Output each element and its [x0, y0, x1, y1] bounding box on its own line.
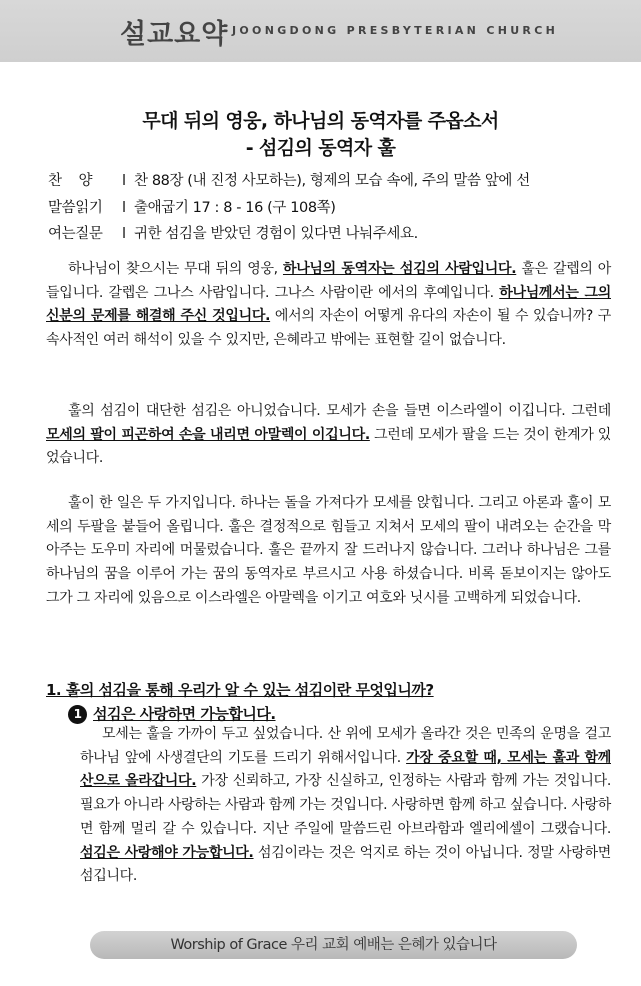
point-heading — [68, 703, 276, 724]
text-run: 훌은 갈렙의 아들입니다. 갈렙은 그나스 사람입니다. 그나스 사람이란 에서의 후예입니다. — [46, 261, 611, 301]
question-heading: 1. 훌의 섬김을 통해 우리가 알 수 있는 섬김이란 무엇입니까? — [46, 681, 434, 699]
info-value: 출애굽기 17 : 8 - 16 (구 108쪽) — [134, 200, 336, 216]
info-separator: l — [122, 200, 126, 216]
info-label: 여는질문 — [48, 226, 103, 242]
point-label: 섬김은 사랑하면 가능합니다. — [93, 705, 276, 723]
info-value: 찬 88장 (내 진정 사모하는), 형제의 모습 속에, 주의 말씀 앞에 선 — [134, 173, 530, 189]
text-run: 모세는 훌을 가까이 두고 싶었습니다. 산 위에 모세가 올라간 것은 민족의 운명을 걸고 하나님 앞에 사생결단의 기도를 드리기 위해서입니다. — [80, 726, 611, 766]
info-label: 말씀읽기 — [48, 200, 103, 216]
info-separator: l — [122, 173, 126, 189]
text-run: 훌이 한 일은 두 가지입니다. 하나는 돌을 가져다가 모세를 앉힙니다. 그리고 아론과 훌이 모세의 두팔을 붙들어 올립니다. 훌은 결정적으로 힘들고 지쳐서 모세의 팔이 내려오는 순간을 막아주는 도우미 자리에 머물렀습니다. 훌은 끝까지 잘 드러나지 않습니다. 그러나 하나님은 그를 하나님의 꿈을 이루어 가는 꿈의 동역자로 부르시고 사용 하셨습니다. 비록 돋보이지는 않아도 그가 그 자리에 있음으로 이스라엘은 아말렉을 이기고 여호와 닛시를 고백하게 되었습니다. — [46, 495, 611, 606]
emphasis-text: 가장 중요할 때, 모세는 훌과 함께 산으로 올라갑니다. — [80, 749, 611, 790]
text-run: 그런데 모세가 팔을 드는 것이 한계가 있었습니다. — [46, 426, 612, 467]
info-row-opening-question — [48, 222, 418, 243]
header-band — [0, 0, 641, 62]
sermon-title: 무대 뒤의 영웅, 하나님의 동역자를 주옵소서 — [142, 110, 499, 132]
text-run: 하나님이 찾으시는 무대 뒤의 영웅, — [68, 261, 283, 277]
paragraph-hur-work — [46, 492, 611, 611]
emphasis-text: 모세의 팔이 피곤하여 손을 내리면 아말렉이 이깁니다. — [46, 426, 370, 443]
emphasis-text: 하나님께서는 그의 신분의 문제를 해결해 주신 것입니다. — [46, 284, 611, 325]
info-row-scripture — [48, 196, 336, 217]
footer-banner: Worship of Grace 우리 교회 예배는 은혜가 있습니다 — [90, 931, 577, 959]
paragraph-intro — [46, 258, 611, 353]
numbered-bullet-icon: 1 — [68, 705, 87, 724]
info-value: 귀한 섬김을 받았던 경험이 있다면 나눠주세요. — [134, 226, 418, 242]
header-church-name: JOONGDONG PRESBYTERIAN CHURCH — [232, 24, 559, 37]
info-row-hymn — [48, 169, 530, 190]
emphasis-text: 섬김은 사랑해야 가능합니다. — [80, 844, 254, 861]
paragraph-point-body — [80, 723, 611, 889]
text-run: 섬김이라는 것은 억지로 하는 것이 아닙니다. 정말 사랑하면 섬깁니다. — [80, 844, 611, 885]
sermon-subtitle: - 섬김의 동역자 훌 — [245, 137, 396, 159]
text-run: 에서의 자손이 어떻게 유다의 자손이 될 수 있습니까? 구속사적인 여러 해석이 있을 수 있지만, 은혜라고 밖에는 표현할 길이 없습니다. — [46, 308, 611, 349]
text-run: 가장 신뢰하고, 가장 신실하고, 인정하는 사람과 함께 가는 것입니다. 필요가 아니라 사랑하는 사람과 함께 가는 것입니다. 사랑하면 함께 하고 싶습니다. 사랑하면 함께 멀리 갈 수 있습니다. 지난 주일에 말씀드린 아브라함과 엘리에셀이 그랬습니다. — [80, 773, 611, 837]
info-separator: l — [122, 226, 126, 242]
paragraph-hur-service — [46, 400, 611, 471]
text-run: 훌의 섬김이 대단한 섬김은 아니었습니다. 모세가 손을 들면 이스라엘이 이깁니다. 그런데 — [68, 403, 611, 419]
header-title-korean: 설교요약 — [120, 19, 229, 50]
info-label: 찬 양 — [48, 173, 93, 189]
emphasis-text: 하나님의 동역자는 섬김의 사람입니다. — [282, 261, 517, 277]
